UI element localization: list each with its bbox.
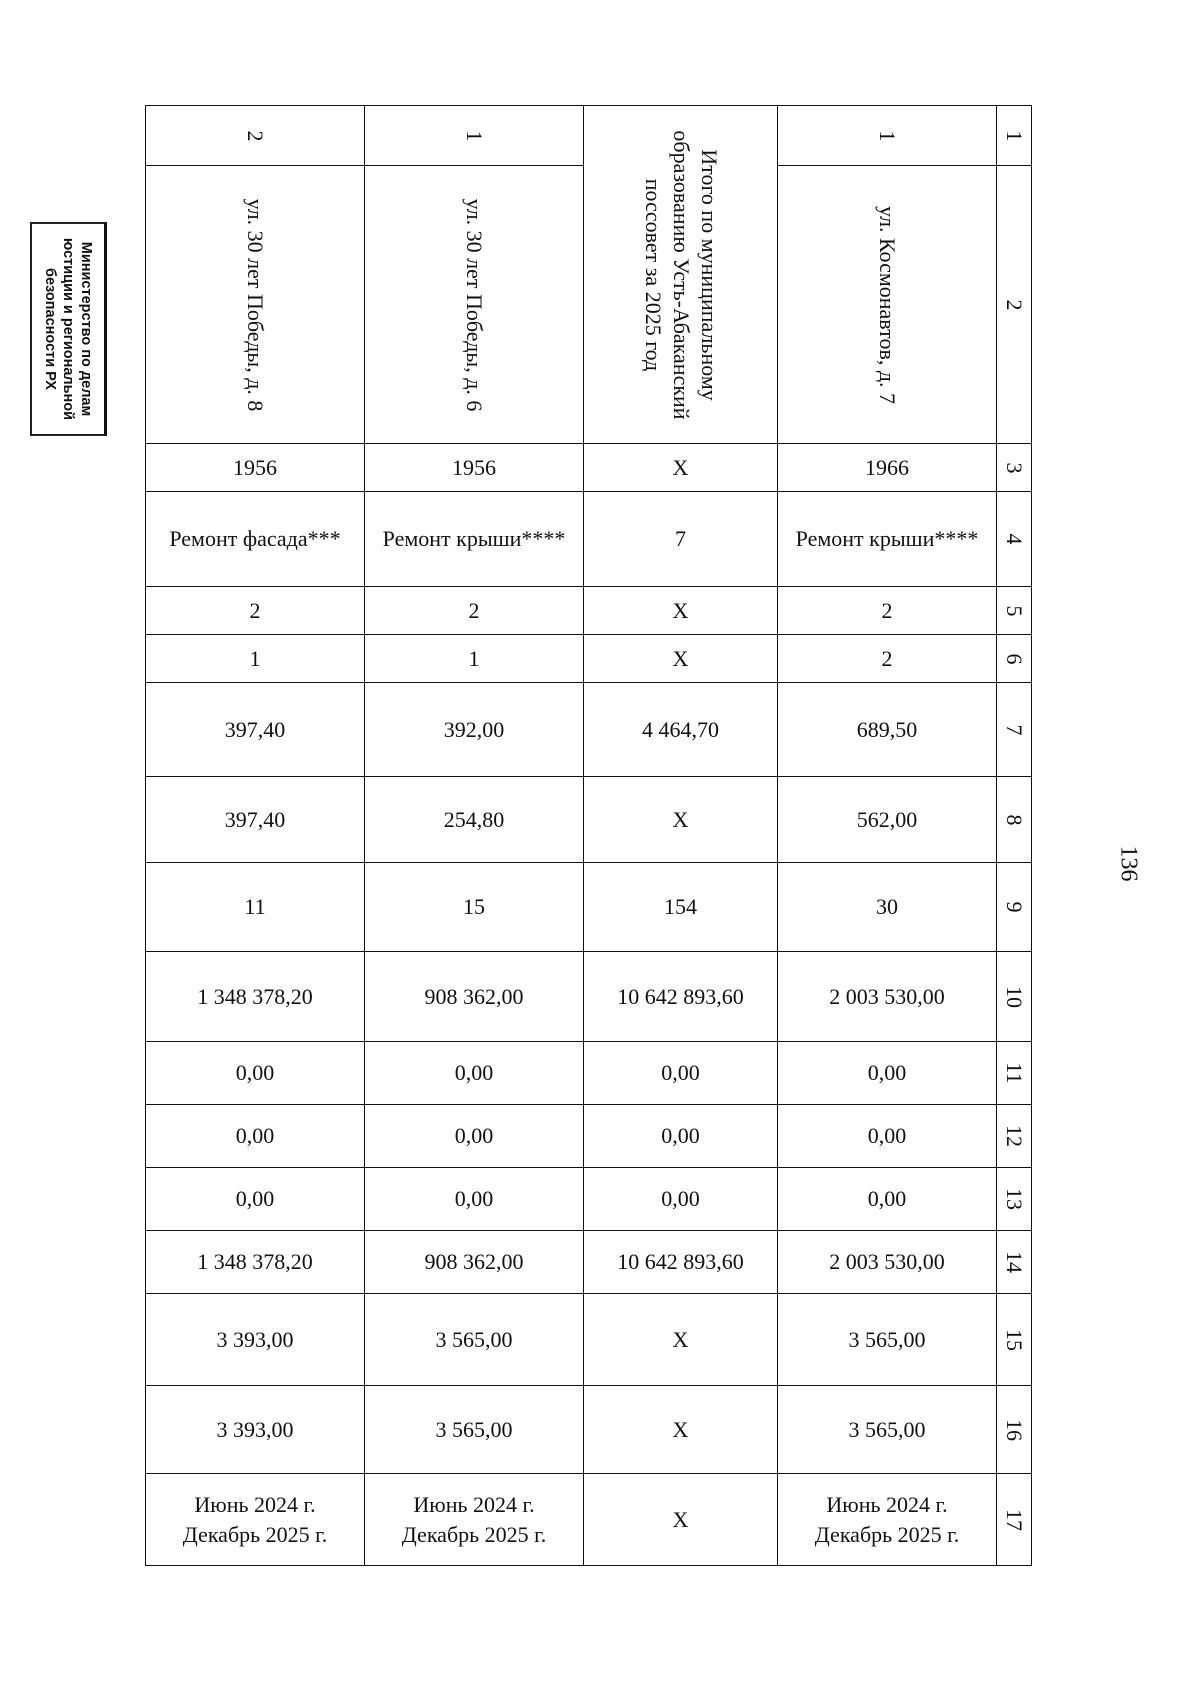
- value-cell: X: [584, 587, 778, 635]
- table-row: [146, 1168, 1032, 1231]
- value-cell: 0,00: [146, 1042, 365, 1105]
- value-cell: 1: [365, 635, 584, 683]
- table-row: [146, 587, 1032, 635]
- column-index-cell: 7: [997, 683, 1032, 777]
- value-cell: X: [584, 1386, 778, 1474]
- value-cell: 3 393,00: [146, 1294, 365, 1386]
- page-number: 136: [1115, 845, 1142, 882]
- work-type-cell: Ремонт крыши****: [365, 492, 584, 587]
- table-row: [146, 444, 1032, 492]
- column-index-cell: 12: [997, 1105, 1032, 1168]
- work-type-cell: Ремонт крыши****: [778, 492, 997, 587]
- value-cell: 0,00: [778, 1168, 997, 1231]
- value-cell: 0,00: [146, 1105, 365, 1168]
- value-cell: 0,00: [365, 1168, 584, 1231]
- value-cell: 908 362,00: [365, 952, 584, 1042]
- year-cell: X: [584, 444, 778, 492]
- value-cell: 3 393,00: [146, 1386, 365, 1474]
- column-index-cell: 8: [997, 777, 1032, 863]
- value-cell: 0,00: [365, 1042, 584, 1105]
- value-cell: X: [584, 635, 778, 683]
- value-cell: 397,40: [146, 777, 365, 863]
- column-index-cell: 14: [997, 1231, 1032, 1294]
- address-cell: ул. Космонавтов, д. 7: [778, 166, 997, 444]
- period-cell: Июнь 2024 г. Декабрь 2025 г.: [365, 1474, 584, 1566]
- column-index-cell: 10: [997, 952, 1032, 1042]
- value-cell: 2: [365, 587, 584, 635]
- period-cell: X: [584, 1474, 778, 1566]
- table-row: [146, 635, 1032, 683]
- value-cell: X: [584, 777, 778, 863]
- column-index-cell: 2: [997, 166, 1032, 444]
- value-cell: 392,00: [365, 683, 584, 777]
- value-cell: 254,80: [365, 777, 584, 863]
- value-cell: 2 003 530,00: [778, 1231, 997, 1294]
- column-index-cell: 11: [997, 1042, 1032, 1105]
- column-index-cell: 5: [997, 587, 1032, 635]
- year-cell: 1956: [365, 444, 584, 492]
- value-cell: 908 362,00: [365, 1231, 584, 1294]
- value-cell: 3 565,00: [778, 1386, 997, 1474]
- value-cell: 11: [146, 863, 365, 952]
- table-row: [146, 106, 1032, 166]
- value-cell: 0,00: [146, 1168, 365, 1231]
- value-cell: 0,00: [778, 1042, 997, 1105]
- table-row: [146, 492, 1032, 587]
- table-row: [146, 863, 1032, 952]
- register-table: [145, 105, 1032, 1566]
- value-cell: 30: [778, 863, 997, 952]
- work-type-cell: Ремонт фасада***: [146, 492, 365, 587]
- year-cell: 1956: [146, 444, 365, 492]
- column-index-cell: 3: [997, 444, 1032, 492]
- value-cell: 397,40: [146, 683, 365, 777]
- value-cell: 2 003 530,00: [778, 952, 997, 1042]
- table-row: [146, 1105, 1032, 1168]
- stamp-line: юстиции и региональной: [60, 237, 76, 421]
- value-cell: 15: [365, 863, 584, 952]
- value-cell: 562,00: [778, 777, 997, 863]
- address-cell: ул. 30 лет Победы, д. 6: [365, 166, 584, 444]
- stamp-text: [41, 229, 95, 429]
- table-row: [146, 952, 1032, 1042]
- total-label-cell: [584, 106, 778, 444]
- value-cell: 3 565,00: [365, 1294, 584, 1386]
- table-row: [146, 1386, 1032, 1474]
- table-row: [146, 1474, 1032, 1566]
- value-cell: 3 565,00: [778, 1294, 997, 1386]
- year-cell: 1966: [778, 444, 997, 492]
- stamp-line: безопасности РХ: [42, 268, 58, 390]
- value-cell: 1 348 378,20: [146, 952, 365, 1042]
- row-number-cell: 2: [146, 106, 365, 166]
- value-cell: 0,00: [584, 1168, 778, 1231]
- row-number-cell: 1: [778, 106, 997, 166]
- total-label: Итого по муниципальному образованию Усть-Абаканский поссовет за 2025 год: [640, 129, 722, 420]
- registration-stamp: [30, 222, 107, 436]
- value-cell: 10 642 893,60: [584, 952, 778, 1042]
- column-index-cell: 16: [997, 1386, 1032, 1474]
- work-type-cell: 7: [584, 492, 778, 587]
- column-index-cell: 6: [997, 635, 1032, 683]
- table-row: [146, 683, 1032, 777]
- column-index-cell: 1: [997, 106, 1032, 166]
- value-cell: 0,00: [584, 1105, 778, 1168]
- period-cell: Июнь 2024 г. Декабрь 2025 г.: [146, 1474, 365, 1566]
- value-cell: 1 348 378,20: [146, 1231, 365, 1294]
- table-row: [146, 1042, 1032, 1105]
- value-cell: 10 642 893,60: [584, 1231, 778, 1294]
- table-row: [146, 1294, 1032, 1386]
- value-cell: X: [584, 1294, 778, 1386]
- value-cell: 2: [778, 635, 997, 683]
- column-index-cell: 13: [997, 1168, 1032, 1231]
- value-cell: 0,00: [584, 1042, 778, 1105]
- value-cell: 4 464,70: [584, 683, 778, 777]
- column-index-cell: 15: [997, 1294, 1032, 1386]
- stamp-line: Министерство по делам: [78, 241, 94, 417]
- period-cell: Июнь 2024 г. Декабрь 2025 г.: [778, 1474, 997, 1566]
- value-cell: 154: [584, 863, 778, 952]
- value-cell: 2: [146, 587, 365, 635]
- table-row: [146, 1231, 1032, 1294]
- value-cell: 0,00: [778, 1105, 997, 1168]
- value-cell: 689,50: [778, 683, 997, 777]
- value-cell: 0,00: [365, 1105, 584, 1168]
- value-cell: 2: [778, 587, 997, 635]
- table-row: [146, 777, 1032, 863]
- column-index-cell: 9: [997, 863, 1032, 952]
- column-index-cell: 17: [997, 1474, 1032, 1566]
- row-number-cell: 1: [365, 106, 584, 166]
- column-index-cell: 4: [997, 492, 1032, 587]
- value-cell: 3 565,00: [365, 1386, 584, 1474]
- address-cell: ул. 30 лет Победы, д. 8: [146, 166, 365, 444]
- value-cell: 1: [146, 635, 365, 683]
